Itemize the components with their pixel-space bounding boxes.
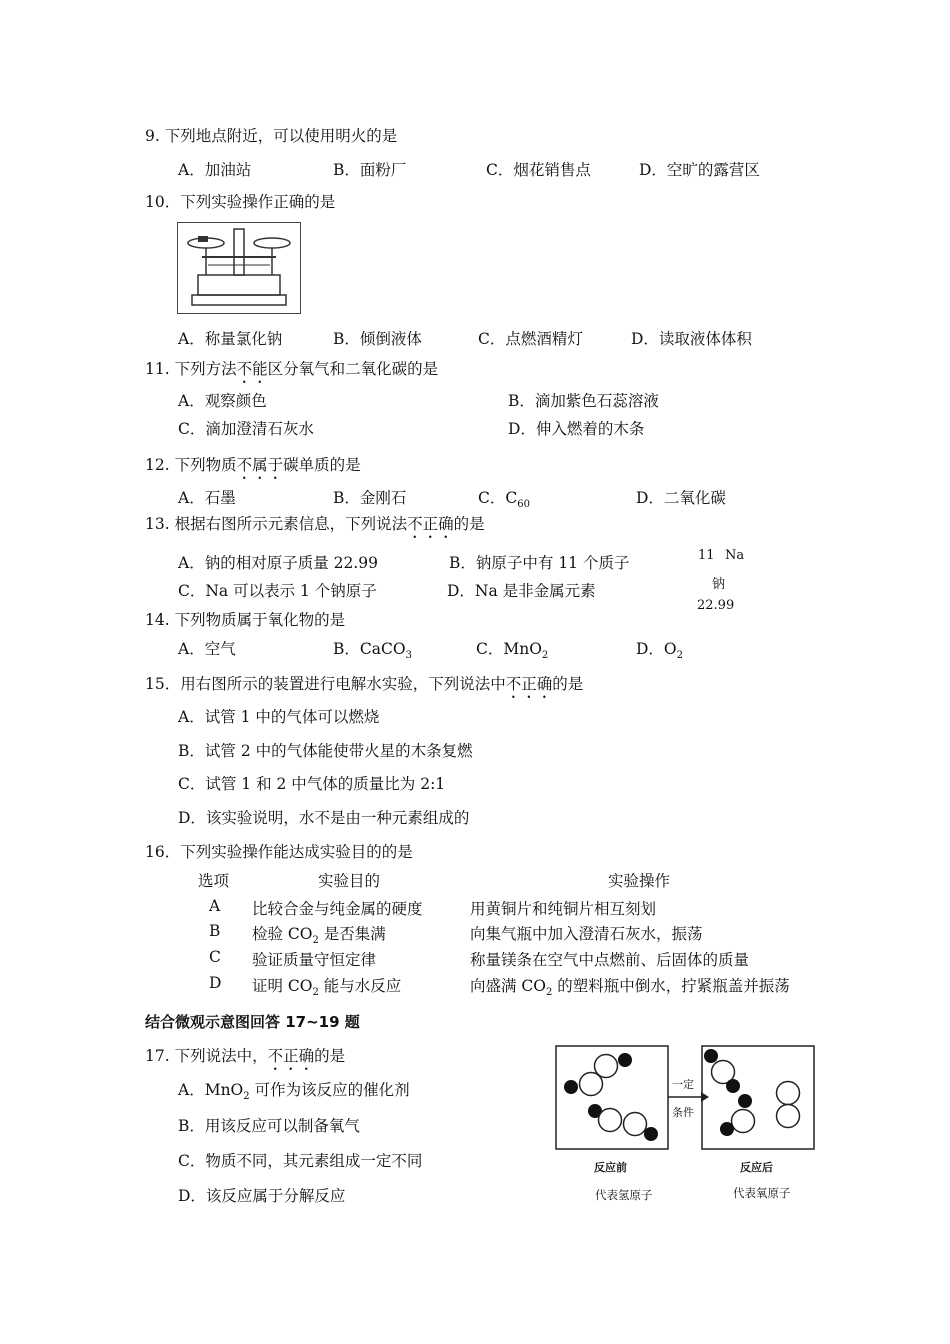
- q14-option-c: C．MnO$_2$: [476, 640, 549, 662]
- q15-option-a: A．试管 1 中的气体可以燃烧: [178, 708, 380, 726]
- q10-option-d: D．读取液体体积: [631, 330, 752, 348]
- q13-option-c: C．Na 可以表示 1 个钠原子: [178, 582, 377, 600]
- q11-option-a: A．观察颜色: [178, 392, 267, 410]
- q12-option-a: A．石墨: [178, 489, 236, 507]
- table-row-opt: A: [209, 897, 221, 915]
- after-label: 反应后: [740, 1161, 773, 1174]
- element-name: 钠: [712, 577, 726, 592]
- table-row-opt: B: [209, 922, 221, 940]
- q9-option-a: A．加油站: [178, 161, 252, 179]
- molecule-diagram: [555, 1045, 817, 1150]
- reaction-diagram: [555, 1045, 817, 1205]
- q17-option-c: C．物质不同，其元素组成一定不同: [178, 1152, 423, 1170]
- q12-option-c: C．$C_{60}$: [478, 489, 530, 511]
- section-title: 结合微观示意图回答 17~19 题: [145, 1013, 360, 1031]
- q15-option-b: B．试管 2 中的气体能使带火星的木条复燃: [178, 742, 473, 760]
- element-symbol: Na: [725, 548, 745, 563]
- q11-option-c: C．滴加澄清石灰水: [178, 420, 314, 438]
- q9-option-c: C．烟花销售点: [486, 161, 591, 179]
- q16-stem: 16．下列实验操作能达成实验目的的是: [145, 843, 413, 861]
- q13-option-a: A．钠的相对原子质量 22.99: [178, 554, 378, 572]
- q17-option-a: A．MnO$_2$ 可作为该反应的催化剂: [178, 1081, 410, 1103]
- arrow-condition-bottom: 条件: [672, 1106, 694, 1119]
- table-row-op: 向盛满 $CO_2$ 的塑料瓶中倒水，拧紧瓶盖并振荡: [470, 977, 790, 999]
- legend-oxygen: 代表氧原子: [733, 1186, 791, 1200]
- q17-stem: 17. 下列说法中，不正确的是: [145, 1047, 346, 1065]
- element-number: 11: [698, 548, 715, 563]
- emphasis: 不正确: [505, 675, 553, 693]
- table-header-goal: 实验目的: [318, 872, 381, 890]
- table-row-goal: 检验 $CO_2$ 是否集满: [252, 925, 386, 947]
- table-row-goal: 比较合金与纯金属的硬度: [252, 900, 423, 918]
- table-header-operation: 实验操作: [608, 872, 671, 890]
- q17-option-b: B．用该反应可以制备氧气: [178, 1117, 360, 1135]
- before-label: 反应前: [594, 1161, 627, 1174]
- q10-stem: 10．下列实验操作正确的是: [145, 193, 336, 211]
- q13-stem: 13. 根据右图所示元素信息，下列说法不正确的是: [145, 515, 485, 533]
- q9-option-b: B．面粉厂: [333, 161, 407, 179]
- q14-option-a: A．空气: [178, 640, 236, 658]
- q11-option-b: B．滴加紫色石蕊溶液: [508, 392, 659, 410]
- balance-image: [177, 222, 301, 314]
- arrow-condition-top: 一定: [672, 1078, 694, 1091]
- table-row-opt: D: [209, 974, 222, 992]
- q14-stem: 14. 下列物质属于氧化物的是: [145, 611, 346, 629]
- legend-hydrogen: 代表氢原子: [595, 1188, 653, 1202]
- table-row-goal: 验证质量守恒定律: [252, 951, 377, 969]
- q12-stem: 12. 下列物质不属于碳单质的是: [145, 456, 361, 474]
- table-row-goal: 证明 $CO_2$ 能与水反应: [252, 977, 402, 999]
- table-header-option: 选项: [198, 872, 230, 890]
- q10-option-b: B．倾倒液体: [333, 330, 422, 348]
- emphasis: 不正确: [267, 1047, 315, 1065]
- q14-option-d: D．$O_2$: [636, 640, 684, 662]
- balance-scale-icon: [178, 223, 300, 313]
- q14-option-b: B．CaCO$_3$: [333, 640, 412, 662]
- q11-stem: 11. 下列方法不能区分氧气和二氧化碳的是: [145, 360, 439, 378]
- element-mass: 22.99: [697, 598, 735, 613]
- emphasis: 不属于: [236, 456, 284, 474]
- q11-option-d: D．伸入燃着的木条: [508, 420, 645, 438]
- table-row-op: 称量镁条在空气中点燃前、后固体的质量: [470, 951, 750, 969]
- q10-option-c: C．点燃酒精灯: [478, 330, 583, 348]
- q12-option-d: D．二氧化碳: [636, 489, 726, 507]
- q13-option-b: B．钠原子中有 11 个质子: [449, 554, 630, 572]
- q10-option-a: A．称量氯化钠: [178, 330, 283, 348]
- q9-stem: 9. 下列地点附近，可以使用明火的是: [145, 127, 398, 145]
- q12-option-b: B．金刚石: [333, 489, 407, 507]
- q9-option-d: D．空旷的露营区: [639, 161, 760, 179]
- table-row-op: 用黄铜片和纯铜片相互刻划: [470, 900, 657, 918]
- emphasis: 不正确: [407, 515, 454, 533]
- q17-option-d: D．该反应属于分解反应: [178, 1187, 346, 1205]
- emphasis: 不能: [236, 360, 268, 378]
- q15-option-c: C．试管 1 和 2 中气体的质量比为 2:1: [178, 775, 446, 793]
- q15-stem: 15．用右图所示的装置进行电解水实验，下列说法中不正确的是: [145, 675, 584, 693]
- q13-option-d: D．Na 是非金属元素: [447, 582, 596, 600]
- table-row-opt: C: [209, 948, 221, 966]
- table-row-op: 向集气瓶中加入澄清石灰水，振荡: [470, 925, 703, 943]
- q15-option-d: D．该实验说明，水不是由一种元素组成的: [178, 809, 470, 827]
